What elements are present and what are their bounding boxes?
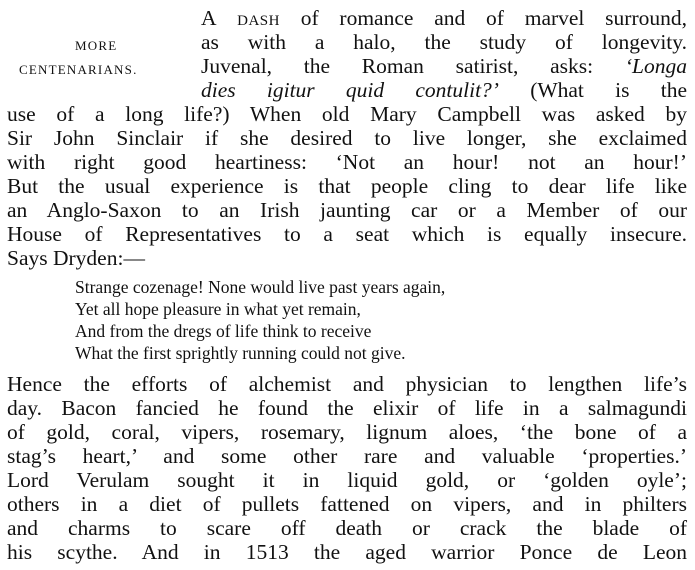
- paragraph-2-line-5: Lord Verulam sought it in liquid gold, or ‘golden oyle’;: [7, 468, 687, 492]
- paragraph-1-line-3-start: Juvenal, the Roman satirist, asks:: [201, 54, 594, 78]
- paragraph-2-line-6: others in a diet of pullets fattened on vipers, and in philters: [7, 492, 687, 516]
- paragraph-1-line-8: But the usual experience is that people cling to dear life like: [7, 174, 687, 198]
- quote-line-3: And from the dregs of life think to receive: [75, 321, 372, 341]
- paragraph-1-line-1: [201, 6, 687, 30]
- quote-line-2: Yet all hope pleasure in what yet remain,: [75, 299, 361, 319]
- quote-line-4: What the first sprightly running could not give.: [75, 343, 406, 363]
- paragraph-1-line-4: [201, 78, 687, 102]
- latin-quote-start: ‘Longa: [624, 54, 687, 78]
- quote-line-1: Strange cozenage! None would live past years again,: [75, 277, 446, 297]
- sidenote-line-1: MORE: [75, 38, 118, 53]
- paragraph-2-line-1: Hence the efforts of alchemist and physician to lengthen life’s: [7, 372, 687, 396]
- paragraph-2-line-3: of gold, coral, vipers, rosemary, lignum aloes, ‘the bone of a: [7, 420, 687, 444]
- sidenote-line-2: CENTENARIANS.: [19, 62, 138, 77]
- paragraph-1-line-7: with right good heartiness: ‘Not an hour! not an hour!’: [7, 150, 687, 174]
- paragraph-2-line-7: and charms to scare off death or crack the blade of: [7, 516, 687, 540]
- paragraph-1-line-11: Says Dryden:—: [7, 246, 145, 270]
- paragraph-1-line-5: use of a long life?) When old Mary Campbell was asked by: [7, 102, 687, 126]
- paragraph-2-line-2: day. Bacon fancied he found the elixir of life in a salmagundi: [7, 396, 687, 420]
- paragraph-1-line-10: House of Representatives to a seat which is equally insecure.: [7, 222, 687, 246]
- paragraph-2-line-8: his scythe. And in 1513 the aged warrior Ponce de Leon: [7, 540, 687, 564]
- paragraph-2-line-4: stag’s heart,’ and some other rare and valuable ‘properties.’: [7, 444, 687, 468]
- paragraph-1-line-1-rest: of romance and of marvel surround,: [279, 6, 687, 30]
- paragraph-1-line-6: Sir John Sinclair if she desired to live longer, she exclaimed: [7, 126, 687, 150]
- latin-quote-end: dies igitur quid contulit?’: [201, 78, 499, 102]
- paragraph-1-line-2: as with a halo, the study of longevity.: [201, 30, 687, 54]
- paragraph-1-line-4-rest: (What is the: [498, 78, 687, 102]
- paragraph-1-line-3: [201, 54, 687, 78]
- drop-cap-words: A dash: [201, 6, 280, 30]
- paragraph-1-line-9: an Anglo-Saxon to an Irish jaunting car or a Member of our: [7, 198, 687, 222]
